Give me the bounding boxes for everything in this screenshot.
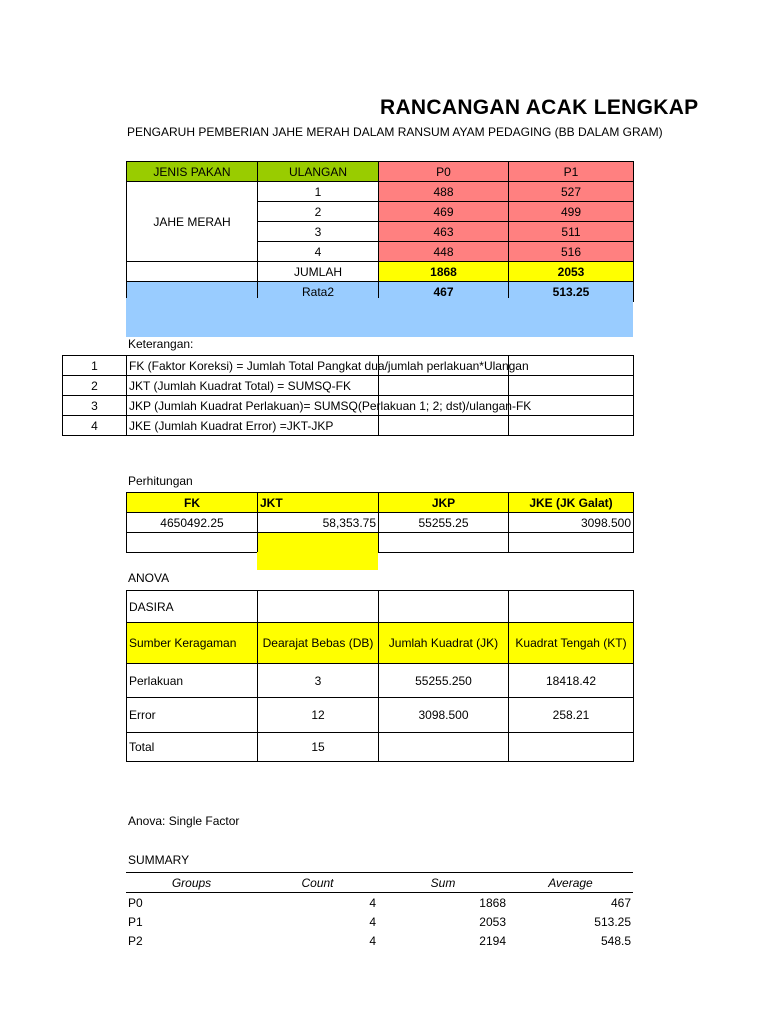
empty-cell bbox=[258, 533, 379, 553]
table-row bbox=[127, 698, 634, 733]
single-factor-title: Anova: Single Factor bbox=[128, 814, 240, 828]
keterangan-text: JKT (Jumlah Kuadrat Total) = SUMSQ-FK bbox=[127, 376, 379, 396]
anova-dasar-label: DASIRA bbox=[127, 591, 258, 623]
header-db: Dearajat Bebas (DB) bbox=[258, 623, 379, 664]
group-label: JAHE MERAH bbox=[127, 182, 258, 262]
empty-cell bbox=[509, 376, 634, 396]
page-subtitle: PENGARUH PEMBERIAN JAHE MERAH DALAM RANSUM AYAM PEDAGING (BB DALAM GRAM) bbox=[127, 125, 663, 139]
p0-cell: 448 bbox=[379, 242, 509, 262]
anova-header bbox=[127, 623, 634, 664]
table-row bbox=[127, 664, 634, 698]
ulangan-cell: 4 bbox=[258, 242, 379, 262]
header-jenis-pakan: JENIS PAKAN bbox=[127, 162, 258, 182]
perhitungan-header bbox=[127, 493, 634, 513]
rata2-label: Rata2 bbox=[258, 282, 379, 302]
summary-average: 548.5 bbox=[600, 933, 631, 948]
header-jke: JKE (JK Galat) bbox=[509, 493, 634, 513]
jumlah-label: JUMLAH bbox=[258, 262, 379, 282]
table-row bbox=[126, 893, 633, 913]
keterangan-no: 2 bbox=[63, 376, 127, 396]
anova-source: Perlakuan bbox=[127, 664, 258, 698]
ulangan-cell: 3 bbox=[258, 222, 379, 242]
empty-cell bbox=[509, 533, 634, 553]
keterangan-row bbox=[63, 416, 634, 436]
perhitungan-empty-row bbox=[127, 533, 634, 553]
header-sumber: Sumber Keragaman bbox=[127, 623, 258, 664]
anova-jk: 55255.250 bbox=[379, 664, 509, 698]
header-jk: Jumlah Kuadrat (JK) bbox=[379, 623, 509, 664]
ulangan-cell: 2 bbox=[258, 202, 379, 222]
perhitungan-table bbox=[126, 492, 634, 553]
empty-cell bbox=[258, 591, 379, 623]
blue-band bbox=[126, 298, 633, 337]
empty-cell bbox=[379, 591, 509, 623]
table-row bbox=[127, 182, 634, 202]
p1-cell: 527 bbox=[509, 182, 634, 202]
summary-label: SUMMARY bbox=[128, 853, 190, 867]
anova-kt: 258.21 bbox=[509, 698, 634, 733]
summary-average: 467 bbox=[610, 895, 631, 910]
value-jkt: 58,353.75 bbox=[258, 513, 379, 533]
yellow-fill bbox=[257, 552, 378, 570]
keterangan-row bbox=[63, 396, 634, 416]
keterangan-no: 3 bbox=[63, 396, 127, 416]
rata2-p0: 467 bbox=[379, 282, 509, 302]
header-p0: P0 bbox=[379, 162, 509, 182]
data-table bbox=[126, 161, 634, 302]
empty-cell bbox=[379, 416, 509, 436]
empty-cell bbox=[509, 416, 634, 436]
keterangan-text: JKE (Jumlah Kuadrat Error) =JKT-JKP bbox=[127, 416, 379, 436]
header-sum: Sum bbox=[430, 875, 456, 890]
header-p1: P1 bbox=[509, 162, 634, 182]
keterangan-text: JKP (Jumlah Kuadrat Perlakuan)= SUMSQ(Perlakuan 1; 2; dst)/ulangan-FK bbox=[127, 396, 379, 416]
data-table-header bbox=[127, 162, 634, 182]
header-average: Average bbox=[548, 875, 593, 890]
keterangan-no: 1 bbox=[63, 356, 127, 376]
summary-header bbox=[126, 873, 633, 893]
summary-sum: 1868 bbox=[479, 895, 506, 910]
empty-cell bbox=[509, 591, 634, 623]
page-title: RANCANGAN ACAK LENGKAP bbox=[380, 96, 699, 119]
perhitungan-title: Perhitungan bbox=[128, 474, 193, 488]
anova-table bbox=[126, 590, 634, 762]
keterangan-row bbox=[63, 356, 634, 376]
summary-count: 4 bbox=[369, 895, 376, 910]
jumlah-p1: 2053 bbox=[509, 262, 634, 282]
anova-jk bbox=[379, 733, 509, 762]
value-jke: 3098.500 bbox=[509, 513, 634, 533]
empty-cell bbox=[379, 376, 509, 396]
rata2-p1: 513.25 bbox=[509, 282, 634, 302]
header-ulangan: ULANGAN bbox=[258, 162, 379, 182]
header-jkp: JKP bbox=[379, 493, 509, 513]
summary-sum: 2053 bbox=[479, 914, 506, 929]
summary-group: P2 bbox=[128, 933, 143, 948]
header-count: Count bbox=[301, 875, 334, 890]
empty-cell bbox=[379, 533, 509, 553]
perhitungan-values bbox=[127, 513, 634, 533]
empty-cell bbox=[127, 533, 258, 553]
empty-cell bbox=[127, 262, 258, 282]
anova-dasar-row bbox=[127, 591, 634, 623]
p0-cell: 488 bbox=[379, 182, 509, 202]
jumlah-p0: 1868 bbox=[379, 262, 509, 282]
keterangan-no: 4 bbox=[63, 416, 127, 436]
anova-source: Error bbox=[127, 698, 258, 733]
summary-sum: 2194 bbox=[479, 933, 506, 948]
summary-table bbox=[126, 872, 633, 950]
p0-cell: 469 bbox=[379, 202, 509, 222]
keterangan-table bbox=[62, 355, 634, 436]
header-groups: Groups bbox=[171, 875, 212, 890]
keterangan-row bbox=[63, 376, 634, 396]
anova-kt bbox=[509, 733, 634, 762]
summary-count: 4 bbox=[369, 914, 376, 929]
p1-cell: 511 bbox=[509, 222, 634, 242]
keterangan-title: Keterangan: bbox=[128, 337, 194, 351]
p1-cell: 499 bbox=[509, 202, 634, 222]
anova-db: 3 bbox=[258, 664, 379, 698]
keterangan-text: FK (Faktor Koreksi) = Jumlah Total Pangkat dua/jumlah perlakuan*Ulangan bbox=[127, 356, 379, 376]
header-fk: FK bbox=[127, 493, 258, 513]
value-jkp: 55255.25 bbox=[379, 513, 509, 533]
summary-group: P1 bbox=[128, 914, 143, 929]
anova-source: Total bbox=[127, 733, 258, 762]
anova-db: 12 bbox=[258, 698, 379, 733]
table-row bbox=[126, 912, 633, 931]
anova-kt: 18418.42 bbox=[509, 664, 634, 698]
value-fk: 4650492.25 bbox=[127, 513, 258, 533]
jumlah-row bbox=[127, 262, 634, 282]
table-row bbox=[126, 931, 633, 950]
table-row bbox=[127, 733, 634, 762]
anova-jk: 3098.500 bbox=[379, 698, 509, 733]
summary-group: P0 bbox=[128, 895, 143, 910]
anova-db: 15 bbox=[258, 733, 379, 762]
header-jkt: JKT bbox=[258, 493, 379, 513]
summary-average: 513.25 bbox=[594, 914, 631, 929]
summary-count: 4 bbox=[369, 933, 376, 948]
ulangan-cell: 1 bbox=[258, 182, 379, 202]
header-kt: Kuadrat Tengah (KT) bbox=[509, 623, 634, 664]
p1-cell: 516 bbox=[509, 242, 634, 262]
p0-cell: 463 bbox=[379, 222, 509, 242]
anova-title: ANOVA bbox=[128, 571, 170, 585]
